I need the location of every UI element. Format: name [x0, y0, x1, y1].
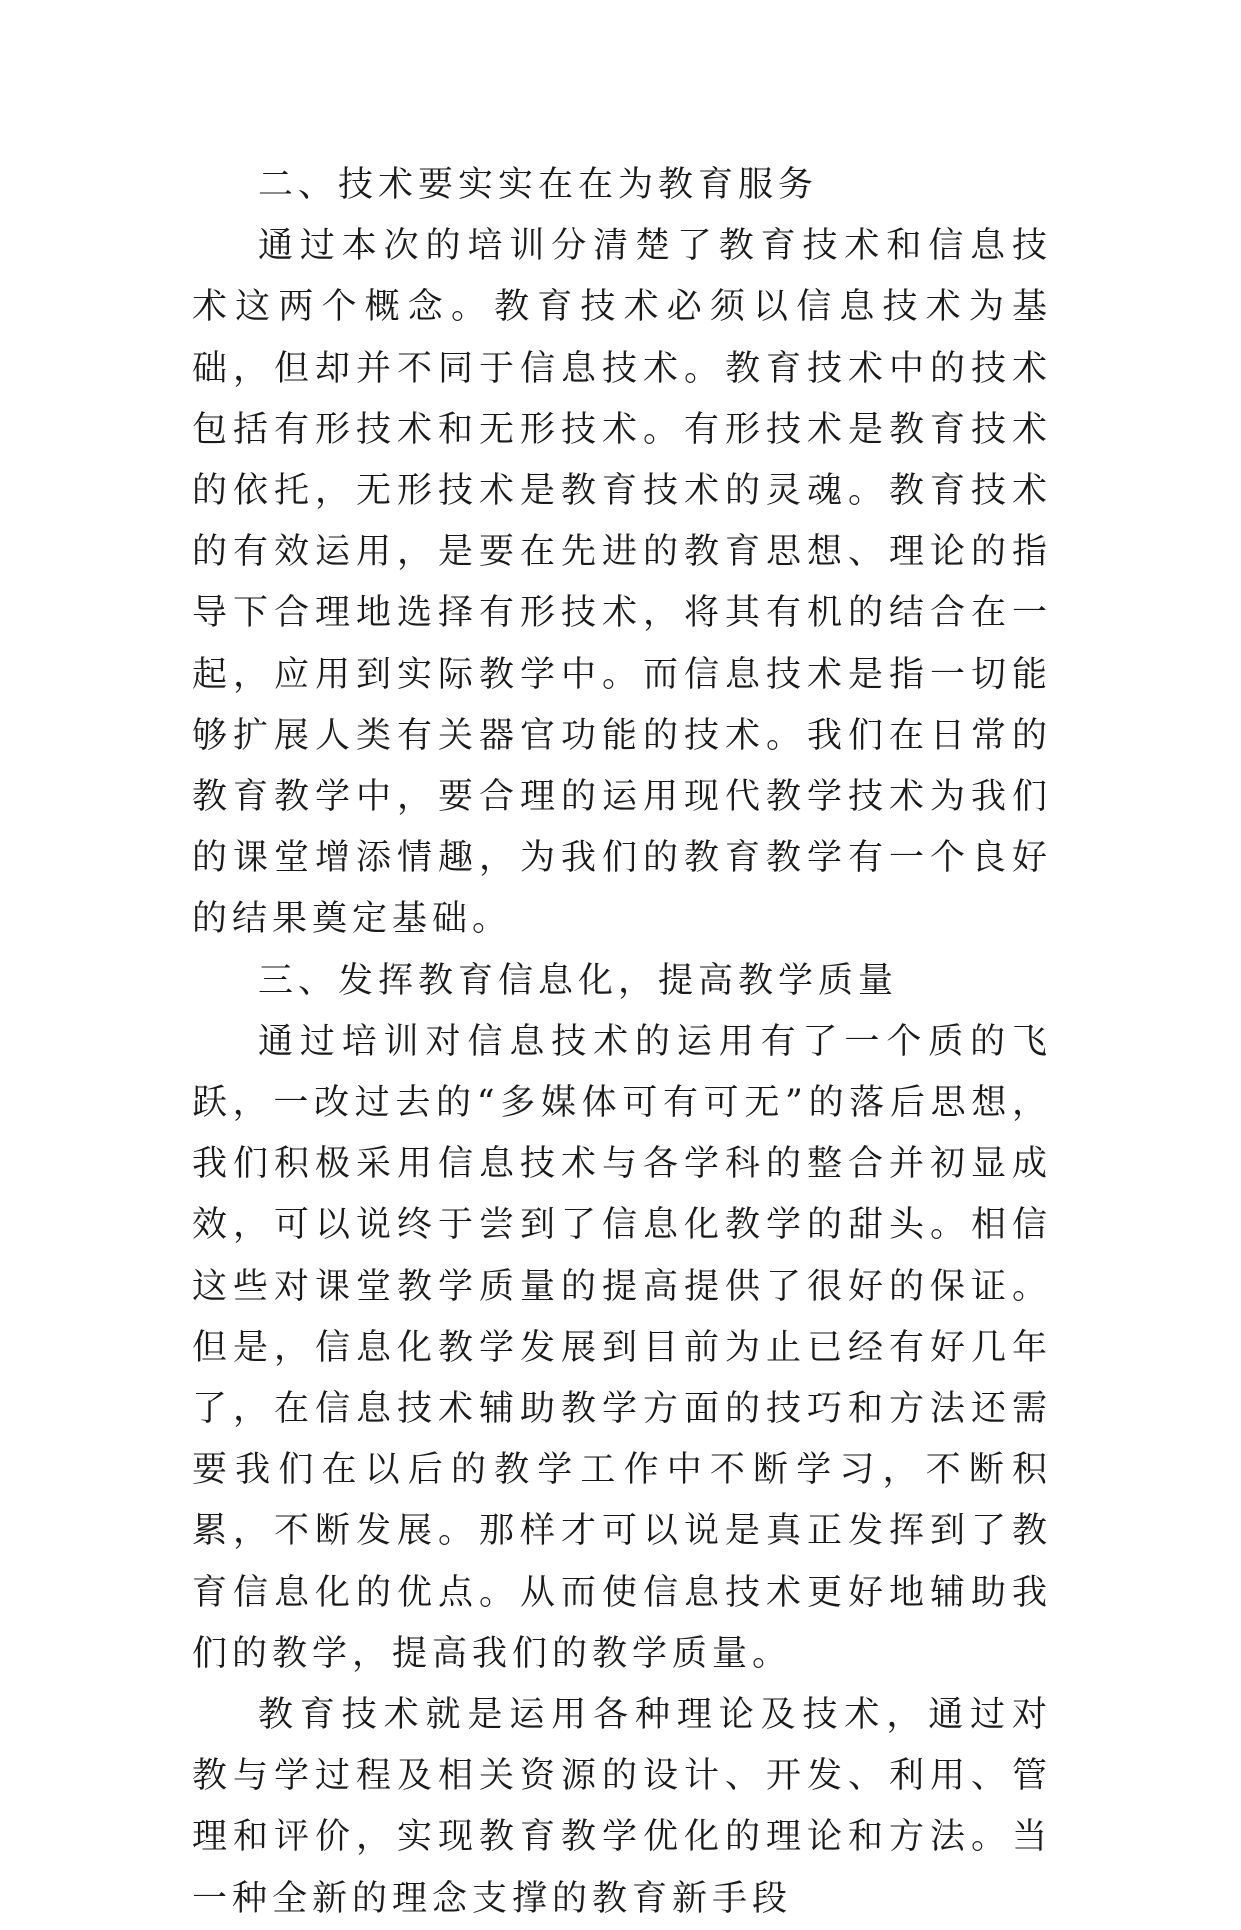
paragraph-education-technology: 通过本次的培训分清楚了教育技术和信息技术这两个概念。教育技术必须以信息技术为基础，但却并不同于信息技术。教育技术中的技术包括有形技术和无形技术。有形技术是教育技术的依托，无形技术是教育技术的灵魂。教育技术的有效运用，是要在先进的教育思想、理论的指导下合理地选择有形技术，将其有机的结合在一起，应用到实际教学中。而信息技术是指一切能够扩展人类有关器官功能的技术。我们在日常的教育教学中，要合理的运用现代教学技术为我们的课堂增添情趣，为我们的教育教学有一个良好的结果奠定基础。	[192, 226, 1052, 940]
paragraph-definition: 教育技术就是运用各种理论及技术，通过对教与学过程及相关资源的设计、开发、利用、管理和评价，实现教育教学优化的理论和方法。当一种全新的理念支撑的教育新手段	[192, 1695, 1052, 1919]
section-heading-two: 二、技术要实实在在为教育服务	[258, 165, 819, 205]
document-body	[192, 155, 1052, 1930]
section-heading-three: 三、发挥教育信息化，提高教学质量	[258, 960, 899, 1001]
paragraph-informatization: 通过培训对信息技术的运用有了一个质的飞跃，一改过去的“多媒体可有可无”的落后思想，我们积极采用信息技术与各学科的整合并初显成效，可以说终于尝到了信息化教学的甜头。相信这些对课堂教学质量的提高提供了很好的保证。但是，信息化教学发展到目前为止已经有好几年了，在信息技术辅助教学方面的技巧和方法还需要我们在以后的教学工作中不断学习，不断积累，不断发展。那样才可以说是真正发挥到了教育信息化的优点。从而使信息技术更好地辅助我们的教学，提高我们的教学质量。	[192, 1021, 1052, 1674]
